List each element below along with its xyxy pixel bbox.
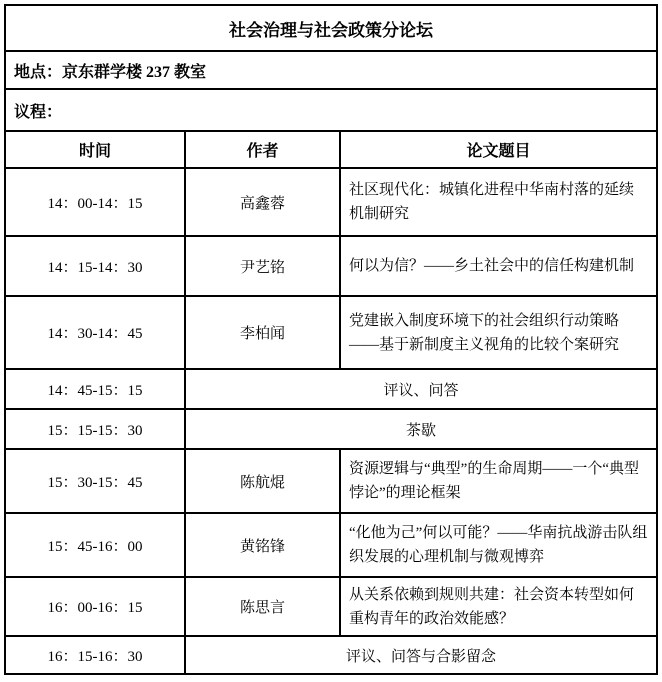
time-cell: 14：30-14：45 — [5, 296, 185, 369]
forum-title-row — [5, 5, 657, 51]
location-row — [5, 51, 657, 89]
time-cell: 15：45-16：00 — [5, 513, 185, 577]
header-time: 时间 — [5, 131, 185, 168]
table-row — [5, 236, 657, 296]
time-cell: 16：00-16：15 — [5, 577, 185, 636]
paper-title-cell: “化他为己”何以可能？——华南抗战游击队组织发展的心理机制与微观博弈 — [340, 513, 657, 577]
agenda-label: 议程： — [5, 89, 657, 131]
author-cell: 陈航焜 — [185, 449, 340, 513]
author-cell: 李柏闻 — [185, 296, 340, 369]
session-activity-cell: 评议、问答与合影留念 — [185, 636, 657, 674]
time-cell: 15：30-15：45 — [5, 449, 185, 513]
paper-title-cell: 从关系依赖到规则共建：社会资本转型如何重构青年的政治效能感？ — [340, 577, 657, 636]
forum-title: 社会治理与社会政策分论坛 — [5, 5, 657, 51]
time-cell: 14：00-14：15 — [5, 168, 185, 236]
paper-title-cell: 资源逻辑与“典型”的生命周期——一个“典型悖论”的理论框架 — [340, 449, 657, 513]
table-row — [5, 369, 657, 409]
forum-agenda-table — [4, 4, 658, 675]
location-text: 地点：京东群学楼 237 教室 — [5, 51, 657, 89]
table-row — [5, 449, 657, 513]
header-author: 作者 — [185, 131, 340, 168]
author-cell: 黄铭锋 — [185, 513, 340, 577]
time-cell: 14：45-15：15 — [5, 369, 185, 409]
session-activity-cell: 评议、问答 — [185, 369, 657, 409]
author-cell: 高鑫蓉 — [185, 168, 340, 236]
paper-title-cell: 何以为信？——乡土社会中的信任构建机制 — [340, 236, 657, 296]
table-row — [5, 168, 657, 236]
time-cell: 15：15-15：30 — [5, 409, 185, 449]
session-activity-cell: 茶歇 — [185, 409, 657, 449]
table-header-row — [5, 131, 657, 168]
header-paper-title: 论文题目 — [340, 131, 657, 168]
time-cell: 14：15-14：30 — [5, 236, 185, 296]
author-cell: 尹艺铭 — [185, 236, 340, 296]
table-row — [5, 636, 657, 674]
table-row — [5, 577, 657, 636]
agenda-label-row — [5, 89, 657, 131]
paper-title-cell: 社区现代化：城镇化进程中华南村落的延续机制研究 — [340, 168, 657, 236]
table-row — [5, 296, 657, 369]
paper-title-cell: 党建嵌入制度环境下的社会组织行动策略——基于新制度主义视角的比较个案研究 — [340, 296, 657, 369]
time-cell: 16：15-16：30 — [5, 636, 185, 674]
table-row — [5, 513, 657, 577]
author-cell: 陈思言 — [185, 577, 340, 636]
table-row — [5, 409, 657, 449]
